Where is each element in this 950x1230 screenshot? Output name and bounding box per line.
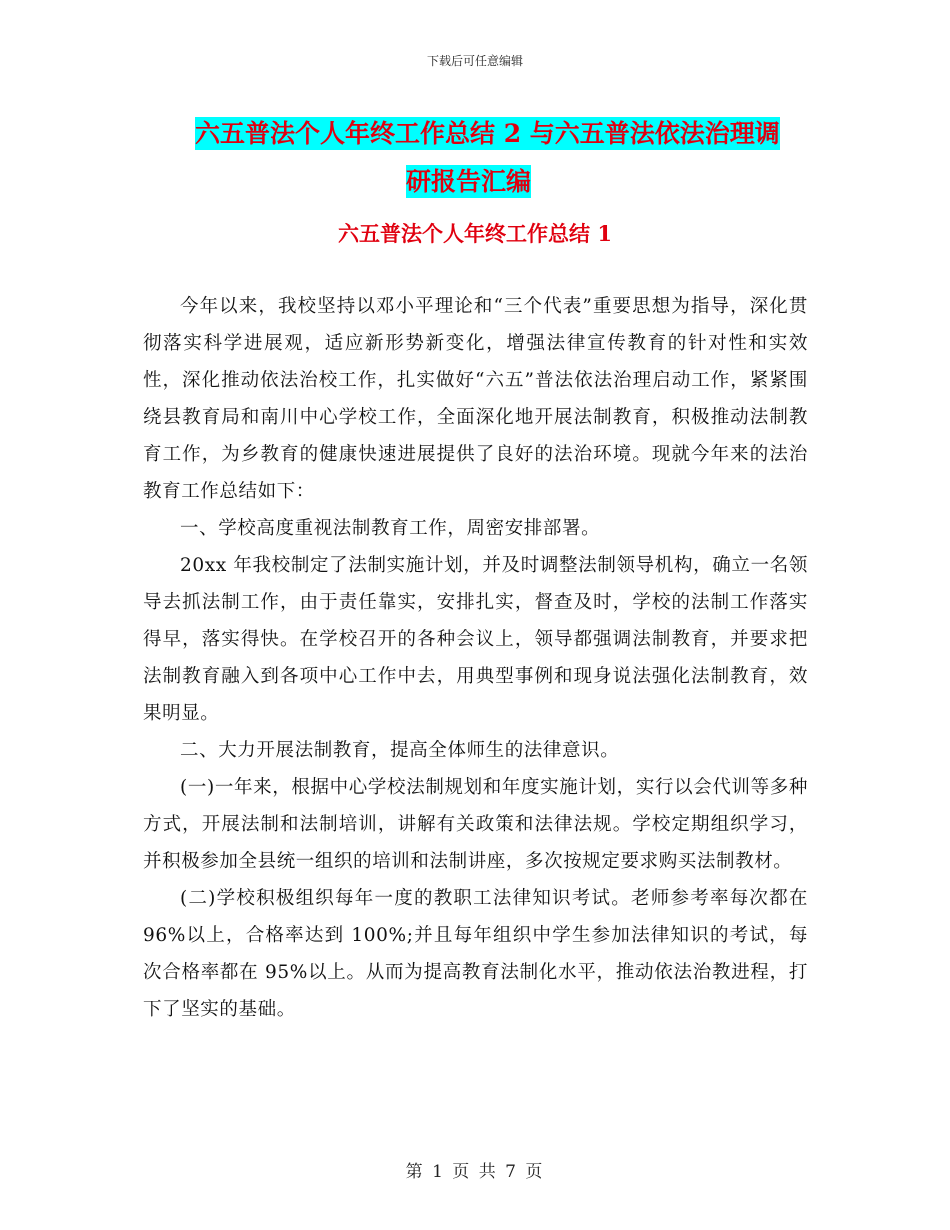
page-header: 下载后可任意编辑 <box>426 54 523 68</box>
paragraph: (一)一年来，根据中心学校法制规划和年度实施计划，实行以会代训等多种方式，开展法制和法制培训，讲解有关政策和法律法规。学校定期组织学习，并积极参加全县统一组织的培训和法制讲座，多次按规定要求购买法制教材。 <box>143 777 808 872</box>
document-body <box>143 288 808 1028</box>
paragraph: 今年以来，我校坚持以邓小平理论和“三个代表”重要思想为指导，深化贯彻落实科学进展观，适应新形势新变化，增强法律宣传教育的针对性和实效性，深化推动依法治校工作，扎实做好“六五”普法依法治理启动工作，紧紧围绕县教育局和南川中心学校工作，全面深化地开展法制教育，积极推动法制教育工作，为乡教育的健康快速进展提供了良好的法治环境。现就今年来的法治教育工作总结如下： <box>143 296 808 502</box>
paragraph: 一、学校高度重视法制教育工作，周密安排部署。 <box>180 518 601 539</box>
paragraph: (二)学校积极组织每年一度的教职工法律知识考试。老师参考率每次都在 96%以上，合格率达到 100%;并且每年组织中学生参加法律知识的考试，每次合格率都在 95%以上。从而为提高教育法制化水平，推动依法治教进程，打下了坚实的基础。 <box>143 888 808 1020</box>
title-line-1: 六五普法个人年终工作总结 2 与六五普法依法治理调 <box>195 119 780 148</box>
paragraph: 20xx 年我校制定了法制实施计划，并及时调整法制领导机构，确立一名领导去抓法制工作，由于责任靠实，安排扎实，督查及时，学校的法制工作落实得早，落实得快。在学校召开的各种会议上，领导都强调法制教育，并要求把法制教育融入到各项中心工作中去，用典型事例和现身说法强化法制教育，效果明显。 <box>143 555 808 724</box>
document-title <box>195 110 815 206</box>
title-line-2: 研报告汇编 <box>406 167 532 196</box>
section-subtitle: 六五普法个人年终工作总结 1 <box>338 221 612 246</box>
page-footer: 第 1 页 共 7 页 <box>405 1162 545 1182</box>
paragraph: 二、大力开展法制教育，提高全体师生的法律意识。 <box>180 740 620 761</box>
